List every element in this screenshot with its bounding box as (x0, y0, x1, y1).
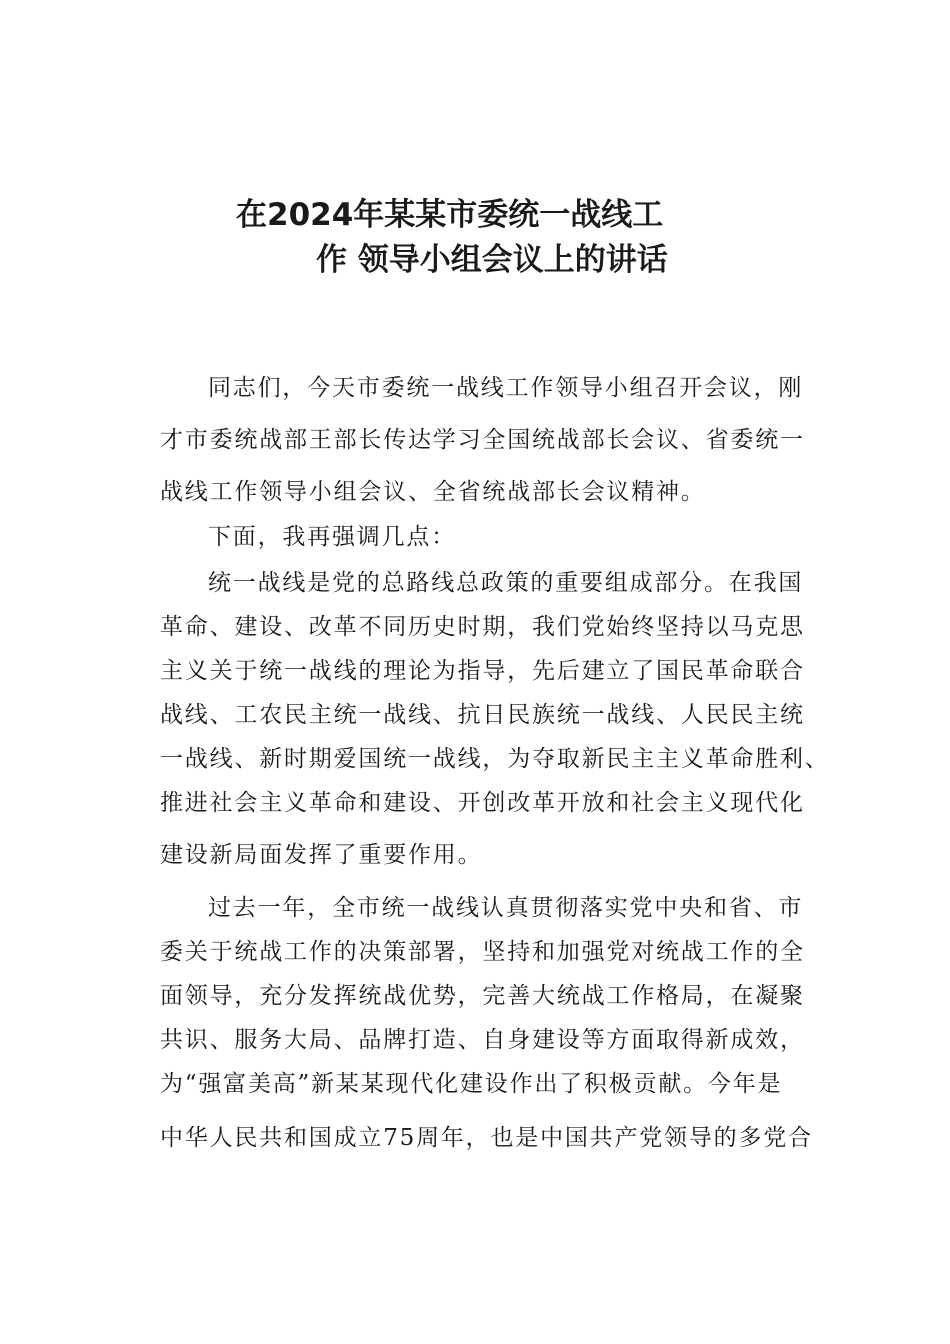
paragraph-line: 共识、服务大局、品牌打造、自身建设等方面取得新成效， (160, 1027, 805, 1053)
paragraph-line: 统一战线是党的总路线总政策的重要组成部分。在我国 (208, 570, 804, 596)
paragraph-line: 主义关于统一战线的理论为指导，先后建立了国民革命联合 (160, 658, 805, 684)
document-title-line-2: 作 领导小组会议上的讲话 (316, 242, 668, 278)
paragraph-line: 为“强富美高”新某某现代化建设作出了积极贡献。今年是 (160, 1071, 783, 1097)
paragraph-line: 过去一年，全市统一战线认真贯彻落实党中央和省、市 (208, 895, 804, 921)
paragraph-line: 推进社会主义革命和建设、开创改革开放和社会主义现代化 (160, 790, 805, 816)
paragraph-line: 革命、建设、改革不同历史时期，我们党始终坚持以马克思 (160, 614, 805, 640)
paragraph-line: 战线工作领导小组会议、全省统战部长会议精神。 (160, 479, 706, 505)
paragraph-line: 面领导，充分发挥统战优势，完善大统战工作格局，在凝聚 (160, 983, 805, 1009)
paragraph-line: 同志们，今天市委统一战线工作领导小组召开会议，刚 (208, 375, 804, 401)
paragraph-line: 委关于统战工作的决策部署，坚持和加强党对统战工作的全 (160, 939, 805, 965)
paragraph-line: 建设新局面发挥了重要作用。 (160, 842, 483, 868)
paragraph-line: 才市委统战部王部长传达学习全国统战部长会议、省委统一 (160, 427, 805, 453)
paragraph-line: 中华人民共和国成立75周年，也是中国共产党领导的多党合 (160, 1125, 813, 1151)
paragraph-line: 一战线、新时期爱国统一战线，为夺取新民主主义革命胜利、 (160, 746, 830, 772)
document-title-line-1: 在2024年某某市委统一战线工 (236, 197, 664, 233)
paragraph-line: 下面，我再强调几点： (208, 524, 456, 550)
paragraph-line: 战线、工农民主统一战线、抗日民族统一战线、人民民主统 (160, 702, 805, 728)
